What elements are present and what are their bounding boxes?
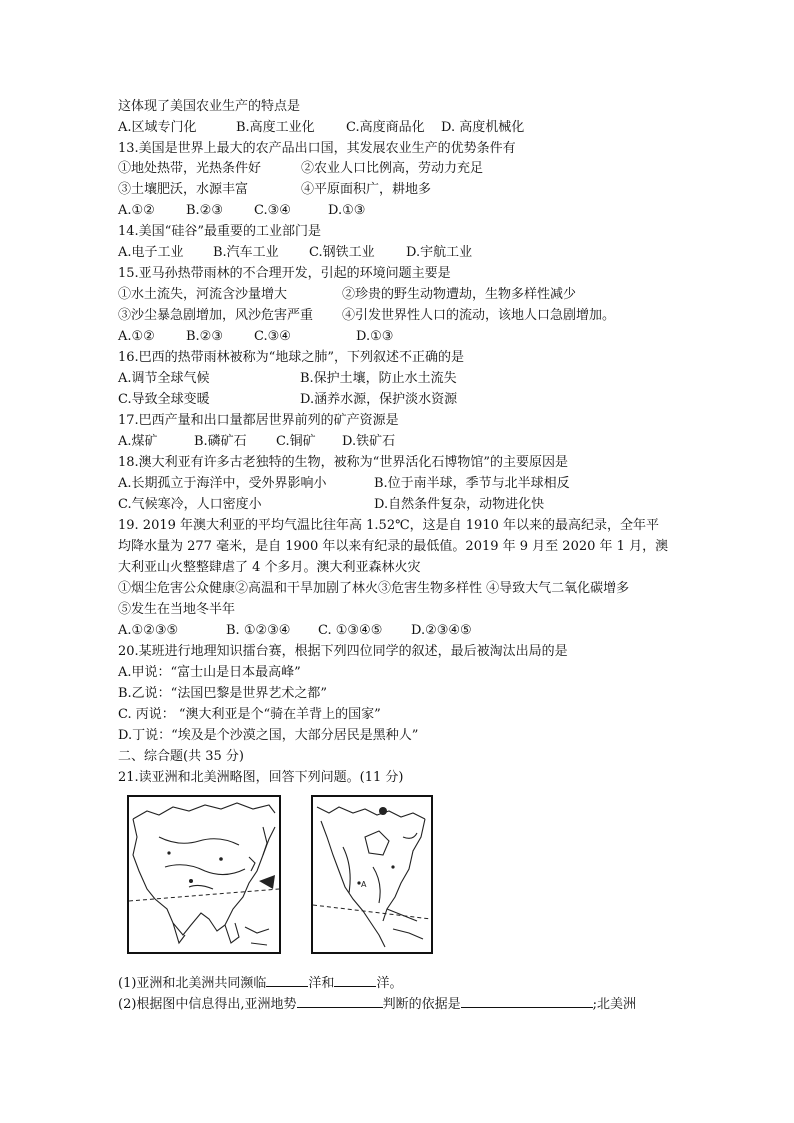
q13-items-row1 xyxy=(118,160,483,178)
q15-items-row1 xyxy=(118,286,576,304)
q18-option-b: B.位于南半球，季节与北半球相反 xyxy=(374,476,570,491)
answer-blank-4[interactable] xyxy=(461,994,593,1008)
q16-option-c: C.导致全球变暖 xyxy=(118,392,210,407)
section-heading: 二、综合题(共 35 分) xyxy=(118,749,244,764)
q14-option-d: D.宇航工业 xyxy=(406,245,473,260)
q13-item-2: ②农业人口比例高，劳动力充足 xyxy=(301,161,484,176)
q15-stem: 15.亚马孙热带雨林的不合理开发，引起的环境问题主要是 xyxy=(118,266,451,281)
q19-option-a: A.①②③⑤ xyxy=(118,623,179,638)
q16-option-b: B.保护土壤，防止水土流失 xyxy=(300,371,457,386)
q17-option-c: C.铜矿 xyxy=(276,434,316,449)
q18-options-row1 xyxy=(118,475,570,493)
q15-item-1: ①水土流失，河流含沙量增大 xyxy=(118,287,288,302)
q15-option-d: D.①③ xyxy=(356,329,394,344)
q15-items-row2 xyxy=(118,307,615,325)
q14-option-c: C.钢铁工业 xyxy=(309,245,375,260)
q19-line1: 19. 2019 年澳大利亚的平均气温比往年高 1.52℃，这是自 1910 年以来的最高纪录，全年平 xyxy=(118,518,659,533)
q13-options xyxy=(118,202,365,220)
q19-line3: 大利亚山火整整肆虐了 4 个多月。澳大利亚森林火灾 xyxy=(118,560,421,575)
q21-sub1-part-a: (1)亚洲和北美洲共同濒临 xyxy=(118,976,267,991)
answer-blank-3[interactable] xyxy=(297,994,383,1008)
q13-option-d: D.①③ xyxy=(328,203,366,218)
north-america-map-drawing xyxy=(313,797,431,952)
q20-stem: 20.某班进行地理知识擂台赛，根据下列四位同学的叙述，最后被淘汰出局的是 xyxy=(118,644,568,659)
q16-options-row1 xyxy=(118,370,457,388)
q15-option-a: A.①② xyxy=(118,329,155,344)
q16-option-d: D.涵养水源，保护淡水资源 xyxy=(300,392,458,407)
q21-sub1 xyxy=(118,973,402,993)
q16-stem: 16.巴西的热带雨林被称为“地球之肺”，下列叙述不正确的是 xyxy=(118,350,464,365)
q14-option-a: A.电子工业 xyxy=(118,245,184,260)
map-label-a: A xyxy=(361,880,367,889)
q16-options-row2 xyxy=(118,391,457,409)
q13-item-4: ④平原面积广，耕地多 xyxy=(301,182,432,197)
q13-option-b: B.②③ xyxy=(186,203,223,218)
north-america-map xyxy=(311,795,433,954)
q12-option-d: D. 高度机械化 xyxy=(441,120,525,135)
q19-line5: ⑤发生在当地冬半年 xyxy=(118,602,236,617)
q21-sub2-part-a: (2)根据图中信息得出,亚洲地势 xyxy=(118,997,297,1012)
q20-option-c: C. 丙说： “澳大利亚是个“骑在羊背上的国家” xyxy=(118,707,381,722)
q21-sub2-part-b: 判断的依据是 xyxy=(382,997,461,1012)
q13-items-row2 xyxy=(118,181,431,199)
q18-option-c: C.气候寒冷，人口密度小 xyxy=(118,497,262,512)
q19-option-d: D.②③④⑤ xyxy=(411,623,472,638)
q17-options xyxy=(118,433,395,451)
q16-option-a: A.调节全球气候 xyxy=(118,371,210,386)
q12-stem: 这体现了美国农业生产的特点是 xyxy=(118,99,301,114)
q21-stem: 21.读亚洲和北美洲略图，回答下列问题。(11 分) xyxy=(118,770,404,785)
q12-option-c: C.高度商品化 xyxy=(346,120,425,135)
q13-option-a: A.①② xyxy=(118,203,155,218)
q21-sub1-part-b: 洋和 xyxy=(308,976,335,991)
q12-options xyxy=(118,119,524,137)
q13-stem: 13.美国是世界上最大的农产品出口国，其发展农业生产的优势条件有 xyxy=(118,141,516,156)
q17-stem: 17.巴西产量和出口量都居世界前列的矿产资源是 xyxy=(118,413,399,428)
q20-option-a: A.甲说：“富士山是日本最高峰” xyxy=(118,665,301,680)
q19-option-c: C. ①③④⑤ xyxy=(318,623,383,638)
q15-option-b: B.②③ xyxy=(186,329,223,344)
q19-line2: 均降水量为 277 毫米，是自 1900 年以来有纪录的最低值。2019 年 9 月至 2020 年 1 月，澳 xyxy=(118,539,669,554)
q15-item-4: ④引发世界性人口的流动，该地人口急剧增加。 xyxy=(342,308,616,323)
asia-map xyxy=(127,795,281,954)
q21-sub2 xyxy=(118,994,636,1014)
q15-option-c: C.③④ xyxy=(254,329,291,344)
q18-option-d: D.自然条件复杂，动物进化快 xyxy=(374,497,545,512)
q13-option-c: C.③④ xyxy=(254,203,291,218)
q17-option-d: D.铁矿石 xyxy=(342,434,396,449)
q14-option-b: B.汽车工业 xyxy=(213,245,279,260)
q15-item-3: ③沙尘暴急剧增加，风沙危害严重 xyxy=(118,308,314,323)
q12-option-b: B.高度工业化 xyxy=(236,120,315,135)
q14-stem: 14.美国“硅谷”最重要的工业部门是 xyxy=(118,224,321,239)
q19-options xyxy=(118,622,472,640)
q13-item-3: ③土壤肥沃，水源丰富 xyxy=(118,182,249,197)
q21-sub2-part-c: ;北美洲 xyxy=(592,997,636,1012)
q18-stem: 18.澳大利亚有许多古老独特的生物，被称为“世界活化石博物馆”的主要原因是 xyxy=(118,455,568,470)
q18-option-a: A.长期孤立于海洋中，受外界影响小 xyxy=(118,476,327,491)
answer-blank-1[interactable] xyxy=(266,973,308,987)
q19-option-b: B. ①②③④ xyxy=(226,623,291,638)
q12-option-a: A.区域专门化 xyxy=(118,120,197,135)
q14-options xyxy=(118,244,472,262)
q20-option-d: D.丁说：“埃及是个沙漠之国，大部分居民是黑种人” xyxy=(118,728,419,743)
q20-option-b: B.乙说：“法国巴黎是世界艺术之都” xyxy=(118,686,327,701)
answer-blank-2[interactable] xyxy=(334,973,376,987)
q19-line4: ①烟尘危害公众健康②高温和干旱加剧了林火③危害生物多样性 ④导致大气二氧化碳增多 xyxy=(118,581,630,596)
asia-map-drawing xyxy=(129,797,279,952)
q18-options-row2 xyxy=(118,496,544,514)
q17-option-b: B.磷矿石 xyxy=(194,434,247,449)
q15-item-2: ②珍贵的野生动物遭劫，生物多样性减少 xyxy=(342,287,577,302)
q17-option-a: A.煤矿 xyxy=(118,434,158,449)
q21-sub1-part-c: 洋。 xyxy=(376,976,403,991)
q13-item-1: ①地处热带，光热条件好 xyxy=(118,161,262,176)
q15-options xyxy=(118,328,393,346)
